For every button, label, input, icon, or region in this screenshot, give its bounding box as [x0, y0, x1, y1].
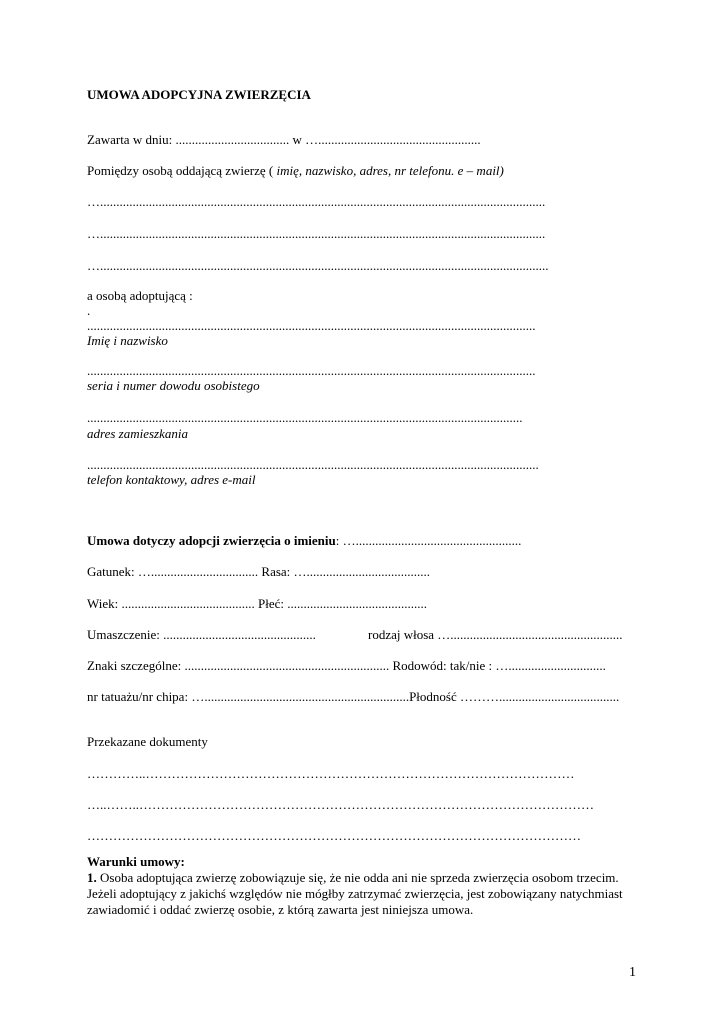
giver-line-1: ….........................................................................................................................................: [87, 194, 546, 209]
animal-heading-bold: Umowa dotyczy adopcji zwierzęcia o imieniu: [87, 533, 336, 548]
species-breed-line: Gatunek: …................................. Rasa: …......................................: [87, 564, 431, 579]
marks-pedigree-line: Znaki szczególne: ............................................................... Rodowód: tak/nie : …..............................: [87, 658, 606, 673]
terms-item-1-line-2: Jeżeli adoptujący z jakichś względów nie mógłby zatrzymać zwierzęcia, jest zobowiązany natychmiast: [87, 886, 623, 901]
adopter-name-caption: Imię i nazwisko: [87, 333, 168, 348]
adopter-id-caption: seria i numer dowodu osobistego: [87, 378, 260, 393]
documents-line-1: …………..………………………………………………………………………………………: [87, 766, 575, 781]
giver-intro-text: Pomiędzy osobą oddającą zwierzę (: [87, 163, 277, 178]
giver-intro-hint: imię, nazwisko, adres, nr telefonu. e – mail): [276, 163, 504, 178]
documents-line-2: …..……..……………………………………………………………………………………………: [87, 797, 594, 812]
adopter-label: a osobą adoptującą :: [87, 288, 193, 303]
coat-type-line: rodzaj włosa ….....................................................: [368, 627, 623, 642]
adopter-name-line: ..........................................................................................................................................: [87, 318, 536, 333]
terms-item-1-text-1: Osoba adoptująca zwierzę zobowiązuje się, że nie odda ani nie sprzeda zwierzęcia osobom trzecim.: [96, 870, 619, 885]
adopter-address-line: ......................................................................................................................................: [87, 410, 523, 425]
animal-heading: [87, 533, 521, 549]
document-title: UMOWA ADOPCYJNA ZWIERZĘCIA: [87, 87, 311, 102]
age-sex-line: Wiek: ......................................... Płeć: ...........................................: [87, 596, 427, 611]
date-place-line: Zawarta w dniu: ................................... w …..................................................: [87, 132, 481, 147]
terms-item-1-line-3: zawiadomić i oddać zwierzę osobie, z którą zawarta jest niniejsza umowa.: [87, 902, 474, 917]
terms-heading: Warunki umowy:: [87, 854, 185, 869]
page-number: 1: [629, 965, 636, 980]
adopter-id-line: ..........................................................................................................................................: [87, 363, 536, 378]
adopter-address-caption: adres zamieszkania: [87, 426, 188, 441]
giver-line-3: …..........................................................................................................................................: [87, 258, 549, 273]
animal-name-line: : …...................................................: [335, 533, 522, 548]
giver-line-2: ….........................................................................................................................................: [87, 226, 546, 241]
adopter-contact-line: ...........................................................................................................................................: [87, 457, 539, 472]
documents-label: Przekazane dokumenty: [87, 734, 208, 749]
chip-fertility-line: nr tatuażu/nr chipa: …...............................................................Płodność ……….....................................: [87, 689, 620, 704]
terms-item-1-line-1: [87, 870, 619, 886]
coat-color-line: Umaszczenie: ...............................................: [87, 627, 316, 642]
adopter-contact-caption: telefon kontaktowy, adres e-mail: [87, 472, 256, 487]
adopter-dot: .: [87, 303, 91, 318]
terms-item-1-number: 1.: [87, 870, 97, 885]
documents-line-3: ……………………………………………………………………………………………………: [87, 828, 581, 843]
giver-intro: [87, 163, 504, 179]
